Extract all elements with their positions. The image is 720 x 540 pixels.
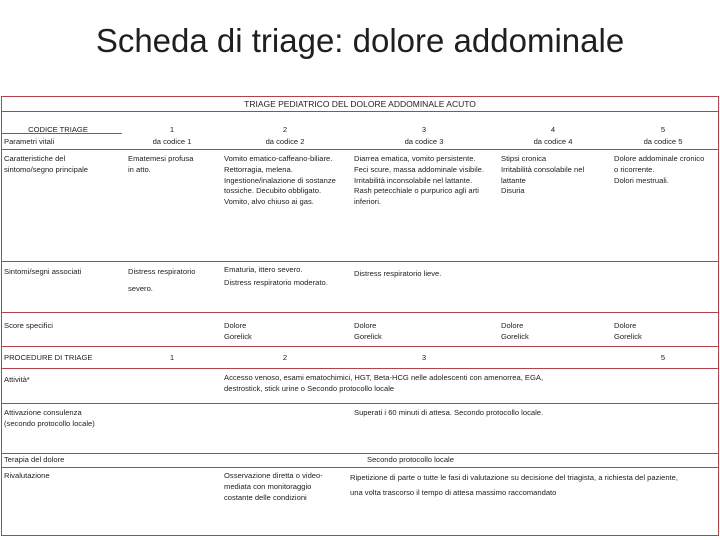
text-line: mediata con monitoraggio [224, 481, 312, 491]
code-3: 3 [421, 125, 427, 134]
caratteristiche-c5 [614, 154, 704, 186]
rivalutazione-label: Rivalutazione [4, 471, 50, 480]
text-line: Dolore [354, 321, 377, 330]
code-4: 4 [550, 125, 556, 134]
caratteristiche-c2 [224, 154, 336, 208]
score-c2 [224, 321, 252, 343]
procedure-code-5: 5 [660, 353, 666, 362]
text-line: Gorelick [354, 331, 382, 341]
text-line: Accesso venoso, esami ematochimici, HGT, Beta-HCG nelle adolescenti con amenorrea, EGA, [224, 373, 544, 382]
text-line: Vomito ematico-caffeano-biliare. [224, 154, 333, 163]
text-line: Dolore [224, 321, 247, 330]
consulenza-text: Superati i 60 minuti di attesa. Secondo protocollo locale. [354, 408, 544, 417]
text-line: Dolore [614, 321, 637, 330]
text-line: severo. [128, 283, 153, 293]
text-line: Distress respiratorio moderato. [224, 277, 328, 287]
parametri-c1: da codice 1 [152, 137, 192, 146]
text-line: Rettorragia, melena. [224, 164, 293, 174]
text-line: Irritabilità consolabile nel [501, 164, 585, 174]
attivita-text [224, 373, 543, 395]
row-divider [2, 261, 718, 262]
text-line: tossiche. Decubito obbligato. [224, 186, 322, 196]
caratteristiche-label-line: sintomo/segno principale [4, 164, 89, 174]
text-line: lattante [501, 175, 526, 185]
text-line: costante delle condizioni [224, 492, 307, 502]
parametri-c3: da codice 3 [404, 137, 444, 146]
parametri-c4: da codice 4 [533, 137, 573, 146]
score-c4 [501, 321, 529, 343]
text-line: Diarrea ematica, vomito persistente. [354, 154, 476, 163]
text-line: (secondo protocollo locale) [4, 418, 95, 428]
procedure-label: PROCEDURE DI TRIAGE [4, 353, 93, 362]
text-line: Attivazione consulenza [4, 408, 82, 417]
text-line: Osservazione diretta o video- [224, 471, 323, 480]
rivalutazione-c3 [350, 473, 678, 499]
consulenza-label [4, 408, 95, 430]
sintomi-c3: Distress respiratorio lieve. [354, 269, 442, 278]
caratteristiche-c3 [354, 154, 484, 208]
text-line: destrostick, stick urine o Secondo protocollo locale [224, 383, 395, 393]
code-5: 5 [660, 125, 666, 134]
text-line: Ematemesi profusa [128, 154, 194, 163]
attivita-label: Attività* [4, 375, 30, 384]
row-divider [2, 403, 718, 404]
terapia-label: Terapia del dolore [4, 455, 65, 464]
codice-triage-label: CODICE TRIAGE [28, 125, 88, 134]
caratteristiche-c4 [501, 154, 584, 197]
row-divider [2, 368, 718, 369]
parametri-c5: da codice 5 [643, 137, 683, 146]
text-line: in atto. [128, 164, 151, 174]
caratteristiche-c1 [128, 154, 193, 176]
text-line: una volta trascorso il tempo di attesa massimo raccomandato [350, 487, 557, 497]
procedure-code-3: 3 [421, 353, 427, 362]
text-line: Gorelick [614, 331, 642, 341]
caratteristiche-label [4, 154, 88, 176]
page-title: Scheda di triage: dolore addominale [95, 22, 625, 59]
score-c3 [354, 321, 382, 343]
text-line: Disuria [501, 186, 525, 196]
terapia-text: Secondo protocollo locale [367, 455, 454, 464]
text-line: Ripetizione di parte o tutte le fasi di valutazione su decisione del triagista, a richiesta del paziente, [350, 473, 678, 482]
text-line: o ricorrente. [614, 164, 655, 174]
row-divider [2, 453, 718, 454]
row-divider [2, 111, 718, 112]
table-header: TRIAGE PEDIATRICO DEL DOLORE ADDOMINALE ACUTO [244, 99, 476, 109]
rivalutazione-c2 [224, 471, 323, 503]
text-line: Ematuria, ittero severo. [224, 265, 303, 274]
code-2: 2 [282, 125, 288, 134]
text-line: Irritabilità inconsolabile nel lattante. [354, 175, 473, 185]
code-1: 1 [169, 125, 175, 134]
text-line: Distress respiratorio [128, 267, 196, 276]
text-line: Stipsi cronica [501, 154, 547, 163]
parametri-vitali-label: Parametri vitali [4, 137, 55, 146]
text-line: Ingestione/inalazione di sostanze [224, 175, 336, 185]
parametri-c2: da codice 2 [265, 137, 305, 146]
caratteristiche-label-line: Caratteristiche del [4, 154, 66, 163]
score-label: Score specifici [4, 321, 53, 330]
row-divider [2, 467, 718, 468]
row-divider [2, 312, 718, 313]
sintomi-c1 [128, 267, 196, 295]
text-line: Gorelick [501, 331, 529, 341]
text-line: Dolore [501, 321, 524, 330]
triage-table [1, 96, 719, 536]
row-divider [2, 346, 718, 347]
text-line: inferiori. [354, 197, 382, 207]
procedure-code-2: 2 [282, 353, 288, 362]
text-line: Dolore addominale cronico [614, 154, 705, 163]
text-line: Rash petecchiale o purpurico agli arti [354, 186, 479, 196]
score-c5 [614, 321, 642, 343]
sintomi-label: Sintomi/segni associati [4, 267, 82, 276]
text-line: Dolori mestruali. [614, 175, 669, 185]
sintomi-c2 [224, 265, 328, 289]
text-line: Feci scure, massa addominale visibile. [354, 164, 484, 174]
text-line: Gorelick [224, 331, 252, 341]
procedure-code-1: 1 [169, 353, 175, 362]
row-divider [2, 133, 122, 134]
row-divider [2, 149, 718, 150]
text-line: Vomito, alvo chiuso ai gas. [224, 197, 314, 207]
